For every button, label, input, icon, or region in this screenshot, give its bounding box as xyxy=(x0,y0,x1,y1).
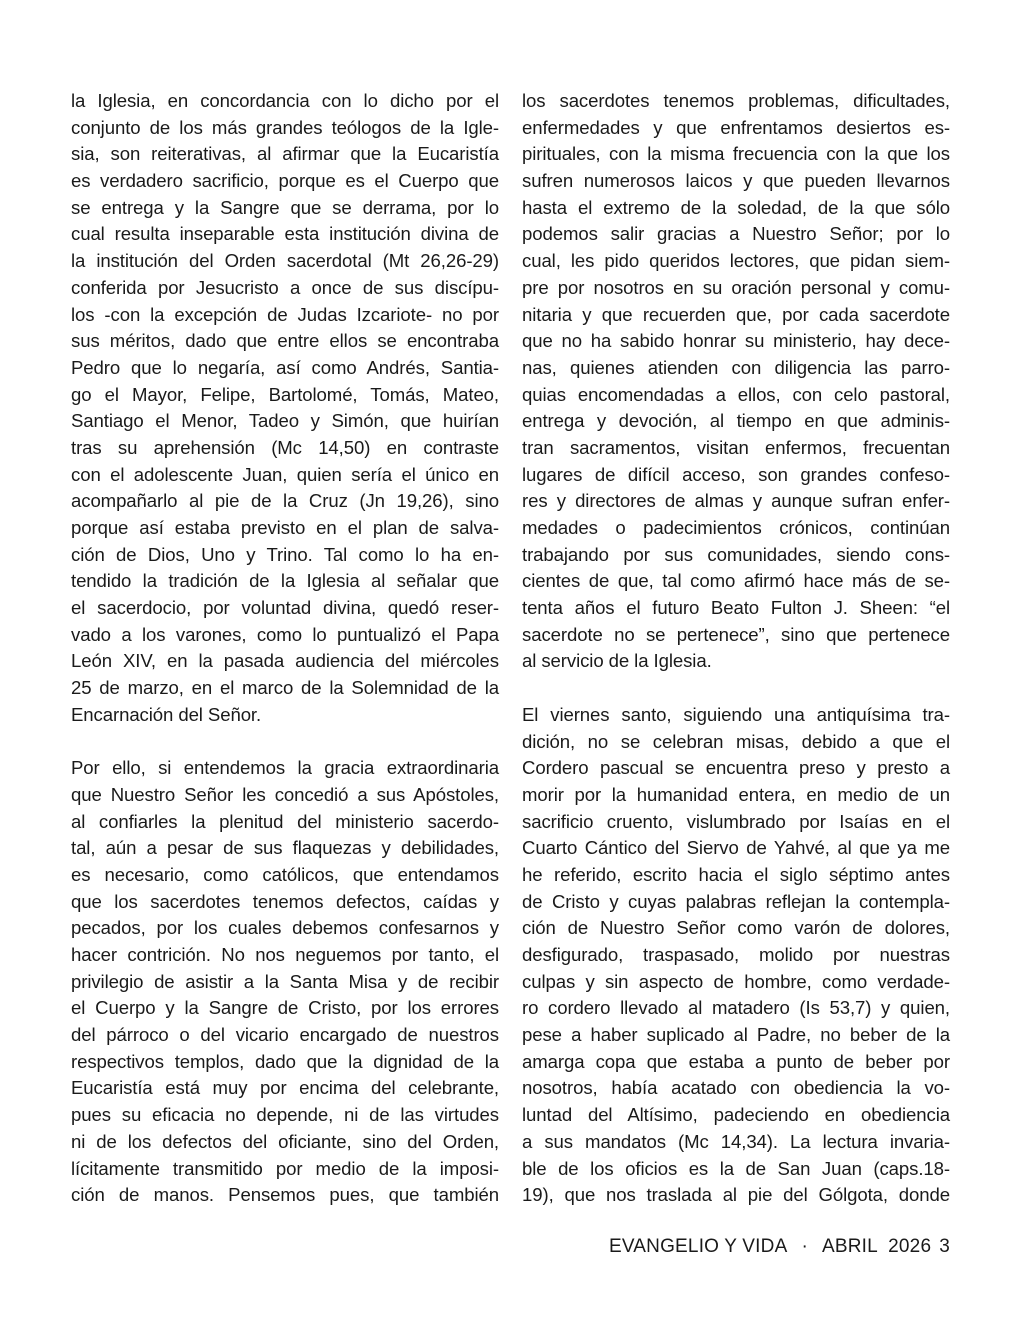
text-line: es necesario, como católicos, que entendamos xyxy=(71,863,499,885)
text-line: he referido, escrito hacia el siglo séptimo antes xyxy=(522,863,950,885)
paragraph-break xyxy=(522,675,950,702)
text-line: dición, no se celebran misas, debido a que el xyxy=(522,730,950,752)
text-line: sus méritos, dado que entre ellos se encontraba xyxy=(71,330,499,352)
text-line: pese a haber suplicado al Padre, no beber de la xyxy=(522,1024,950,1046)
text-line: ble de los oficios es la de San Juan (caps.18- xyxy=(522,1157,950,1179)
text-line: sacerdote no se pertenece”, sino que pertenece xyxy=(522,623,950,645)
text-line: Cordero pascual se encuentra preso y presto a xyxy=(522,757,950,779)
text-line: pues su eficacia no depende, ni de las virtudes xyxy=(71,1104,499,1126)
text-line: Por ello, si entendemos la gracia extraordinaria xyxy=(71,757,499,779)
text-line: de Cristo y cuyas palabras reflejan la contempla- xyxy=(522,890,950,912)
text-line: vado a los varones, como lo puntualizó el Papa xyxy=(71,623,499,645)
text-line: Encarnación del Señor. xyxy=(71,703,262,725)
right-column xyxy=(522,88,950,1209)
text-line: hacer contrición. No nos neguemos por tanto, el xyxy=(71,944,499,965)
text-line: entrega y devoción, al tiempo en que adminis- xyxy=(522,410,950,432)
text-line: morir por la humanidad entera, en medio de un xyxy=(522,783,950,805)
text-line: con el adolescente Juan, quien sería el único en xyxy=(71,463,499,485)
text-line: Pedro que lo negaría, así como Andrés, Santia- xyxy=(71,356,499,378)
issue-date: ABRIL 2026 xyxy=(821,1236,932,1257)
text-line: enfermedades y que enfrentamos desiertos es- xyxy=(522,116,950,138)
text-line: ni de los defectos del oficiante, sino del Orden, xyxy=(71,1130,499,1152)
text-line: nitaria y que recuerden que, por cada sacerdote xyxy=(522,303,950,325)
text-line: al confiarles la plenitud del ministerio sacerdo- xyxy=(71,810,499,832)
text-line: León XIV, en la pasada audiencia del miércoles xyxy=(71,650,499,672)
paragraph-break xyxy=(71,729,499,756)
footer-separator: · xyxy=(801,1236,808,1257)
page-number: 3 xyxy=(939,1236,950,1257)
text-line: porque así estaba previsto en el plan de salva- xyxy=(71,517,499,538)
text-line: conferida por Jesucristo a once de sus discípu- xyxy=(71,276,499,298)
text-line: res y directores de almas y aunque sufran enfer- xyxy=(522,490,950,512)
text-line: lícitamente transmitido por medio de la imposi- xyxy=(71,1157,499,1179)
text-line: conjunto de los más grandes teólogos de la Igle- xyxy=(71,116,499,138)
text-line: ción de manos. Pensemos pues, que también xyxy=(71,1184,499,1206)
text-line: sacrificio cruento, vislumbrado por Isaías en el xyxy=(522,810,950,832)
text-line: amarga copa que estaba a punto de beber por xyxy=(522,1050,950,1072)
text-line: lugares de difícil acceso, son grandes confeso- xyxy=(522,463,950,485)
text-line: quias encomendadas a ellos, con celo pastoral, xyxy=(522,383,950,405)
text-line: nosotros, había acatado con obediencia la vo- xyxy=(522,1077,950,1099)
text-line: Eucaristía está muy por encima del celebrante, xyxy=(71,1077,499,1099)
text-line: 19), que nos traslada al pie del Gólgota, donde xyxy=(522,1184,950,1206)
text-line: pre por nosotros en su oración personal y comu- xyxy=(522,276,950,298)
text-line: cual, les pido queridos lectores, que pidan siem- xyxy=(522,250,950,272)
text-line: hasta el extremo de la soledad, de la que sólo xyxy=(522,196,950,218)
text-line: que los sacerdotes tenemos defectos, caídas y xyxy=(71,890,499,912)
text-line: desfigurado, traspasado, molido por nuestras xyxy=(522,944,950,965)
text-line: que no ha sabido honrar su ministerio, hay dece- xyxy=(522,330,950,352)
text-line: tal, aún a pesar de sus flaquezas y debilidades, xyxy=(71,837,499,859)
text-line: culpas y sin aspecto de hombre, como verdade- xyxy=(522,970,950,992)
text-line: a sus mandatos (Mc 14,34). La lectura invaria- xyxy=(522,1130,950,1152)
publication-name: EVANGELIO Y VIDA xyxy=(608,1236,788,1257)
text-line: tendido la tradición de la Iglesia al señalar que xyxy=(71,570,499,592)
text-line: es verdadero sacrificio, porque es el Cuerpo que xyxy=(71,170,499,192)
text-line: la Iglesia, en concordancia con lo dicho por el xyxy=(71,90,499,111)
text-line: Santiago el Menor, Tadeo y Simón, que huirían xyxy=(71,410,499,432)
text-line: 25 de marzo, en el marco de la Solemnidad de la xyxy=(71,677,499,699)
text-line: go el Mayor, Felipe, Bartolomé, Tomás, Mateo, xyxy=(71,383,499,405)
text-line: ro cordero llevado al matadero (Is 53,7) y quien, xyxy=(522,997,950,1019)
text-line: tenta años el futuro Beato Fulton J. Sheen: “el xyxy=(522,597,950,619)
text-line: pirituales, con la misma frecuencia con la que los xyxy=(522,143,950,165)
left-column xyxy=(71,88,499,1209)
text-line: ción de Dios, Uno y Trino. Tal como lo ha en- xyxy=(71,543,499,565)
text-line: pecados, por los cuales debemos confesarnos y xyxy=(71,917,499,939)
text-line: los -con la excepción de Judas Izcariote- no por xyxy=(71,303,499,325)
text-line: que Nuestro Señor les concedió a sus Apóstoles, xyxy=(71,783,499,805)
text-line: cual resulta inseparable esta institución divina de xyxy=(71,223,499,245)
text-line: respectivos templos, dado que la dignidad de la xyxy=(71,1050,499,1072)
text-line: al servicio de la Iglesia. xyxy=(522,650,712,672)
text-line: el Cuerpo y la Sangre de Cristo, por los errores xyxy=(71,997,499,1019)
text-line: del párroco o del vicario encargado de nuestros xyxy=(71,1024,499,1046)
text-line: tras su aprehensión (Mc 14,50) en contraste xyxy=(71,436,499,458)
text-line: Cuarto Cántico del Siervo de Yahvé, al que ya me xyxy=(522,837,950,859)
text-line: se entrega y la Sangre que se derrama, por lo xyxy=(71,196,499,218)
text-line: el sacerdocio, por voluntad divina, quedó reser- xyxy=(71,597,499,619)
text-line: luntad del Altísimo, padeciendo en obediencia xyxy=(522,1104,950,1126)
text-line: ción de Nuestro Señor como varón de dolores, xyxy=(522,917,950,939)
text-line: cientes de que, tal como afirmó hace más de se- xyxy=(522,570,950,592)
text-line: trabajando por sus comunidades, siendo cons- xyxy=(522,543,950,565)
text-line: nas, quienes atienden con diligencia las parro- xyxy=(522,356,950,378)
text-line: acompañarlo al pie de la Cruz (Jn 19,26), sino xyxy=(71,490,499,512)
text-line: medades o padecimientos crónicos, continúan xyxy=(522,517,950,538)
text-line: sia, son reiterativas, al afirmar que la Eucaristía xyxy=(71,143,499,165)
text-line: tran sacramentos, visitan enfermos, frecuentan xyxy=(522,436,950,458)
text-line: sufren numerosos laicos y que pueden llevarnos xyxy=(522,170,950,192)
page-footer xyxy=(609,1236,950,1258)
text-line: El viernes santo, siguiendo una antiquísima tra- xyxy=(522,703,950,725)
text-line: los sacerdotes tenemos problemas, dificultades, xyxy=(522,90,950,111)
text-line: podemos salir gracias a Nuestro Señor; por lo xyxy=(522,223,950,245)
text-line: la institución del Orden sacerdotal (Mt 26,26-29) xyxy=(71,250,499,272)
text-line: privilegio de asistir a la Santa Misa y de recibir xyxy=(71,970,499,992)
